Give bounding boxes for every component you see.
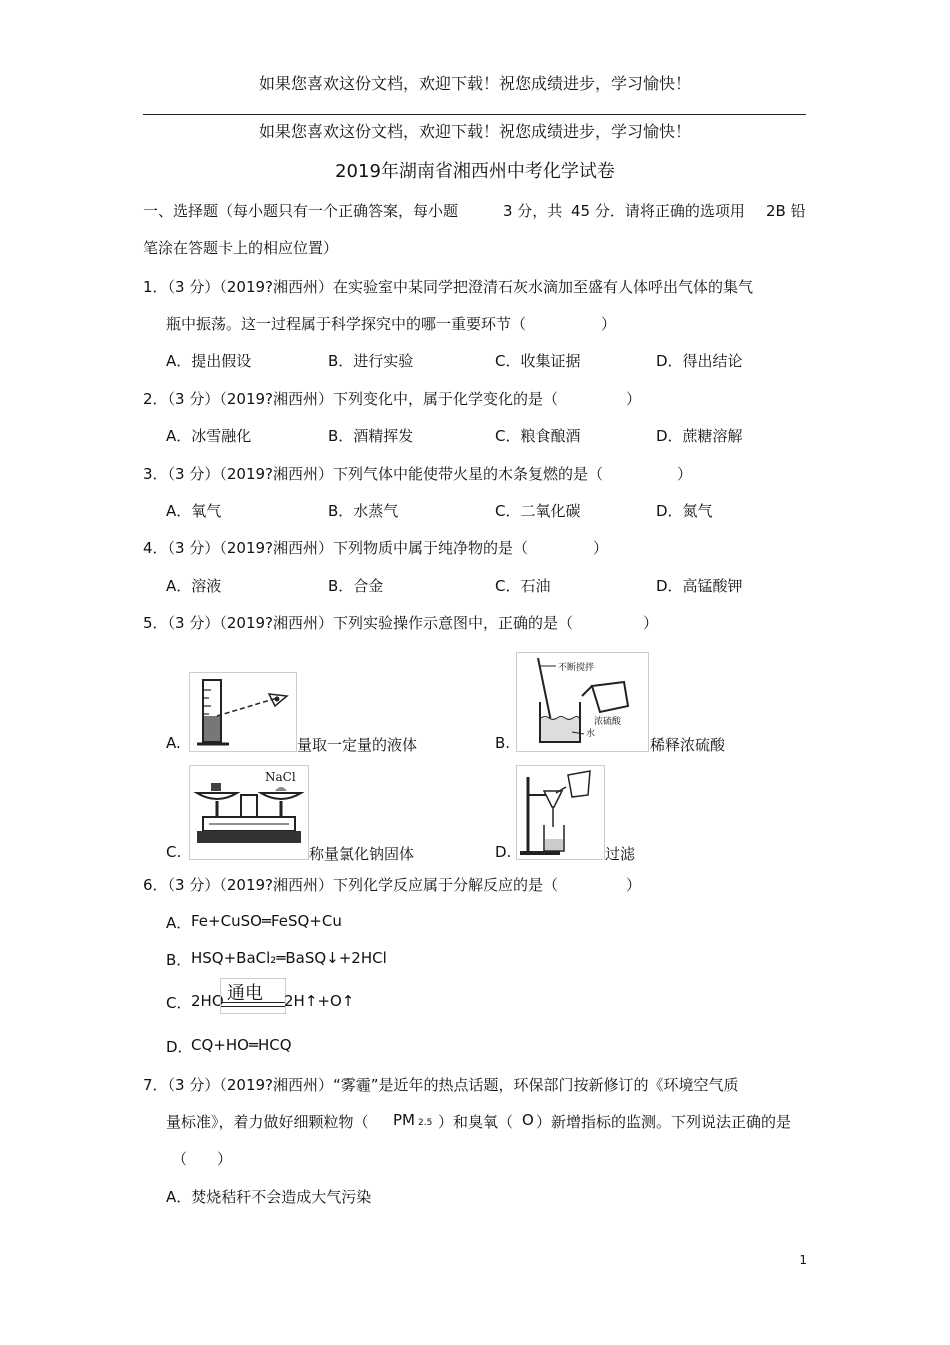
fig-b-label-stir: 不断搅拌 (558, 663, 595, 673)
q6-option-b-equation: HSQ+BaCl₂═BaSQ↓+2HCl (191, 949, 387, 967)
q2-option-a: A．冰雪融化 (166, 427, 252, 445)
question-7-bracket: （ ） (172, 1150, 233, 1168)
q5-option-a-letter: A. (166, 734, 181, 752)
q5-option-b-letter: B. (495, 734, 511, 752)
q6-option-d-equation: CQ+HO═HCQ (191, 1036, 292, 1054)
q7-option-a: A．焚烧秸秆不会造成大气污染 (166, 1188, 372, 1206)
q6-option-c-right: 2H↑+O↑ (284, 992, 355, 1010)
q5-option-d-text: 过滤 (605, 845, 636, 863)
question-7-stem-2f: ）新增指标的监测。下列说法正确的是 (536, 1113, 792, 1131)
section-heading-line2: 笔涂在答题卡上的相应位置） (143, 239, 339, 257)
q4-option-a: A．溶液 (166, 577, 222, 595)
header-divider (143, 114, 806, 115)
q6-option-c-left: 2HO (191, 992, 224, 1010)
question-7-stem-2d: ）和臭氧（ (438, 1113, 514, 1131)
q6-option-c-label: C． (166, 994, 192, 1012)
q6-option-b-label: B． (166, 951, 192, 969)
page-header-2: 如果您喜欢这份文档，欢迎下载！祝您成绩进步，学习愉快！ (258, 122, 691, 141)
question-7-stem: 7．（3 分）（2019?湘西州）“雾霾”是近年的热点话题，环保部门按新修订的《环境空气质 (143, 1076, 739, 1094)
question-5-close: ） (643, 614, 659, 632)
section-text-c: 45 分．请将正确的选项用 (571, 202, 745, 220)
question-4-stem: 4．（3 分）（2019?湘西州）下列物质中属于纯净物的是（ (143, 539, 528, 557)
q1-option-c: C．收集证据 (495, 352, 581, 370)
q4-option-c: C．石油 (495, 577, 551, 595)
q2-option-b: B．酒精挥发 (328, 427, 414, 445)
condition-text: 通电 (227, 983, 263, 1004)
page-number: 1 (799, 1253, 807, 1267)
q3-option-d: D．氮气 (656, 502, 713, 520)
q5-option-d-letter: D. (495, 843, 512, 861)
question-3-stem: 3．（3 分）（2019?湘西州）下列气体中能使带火星的木条复燃的是（ (143, 465, 603, 483)
q1-option-b: B．进行实验 (328, 352, 414, 370)
q1-option-a: A．提出假设 (166, 352, 252, 370)
question-5-stem: 5．（3 分）（2019?湘西州）下列实验操作示意图中，正确的是（ (143, 614, 573, 632)
section-heading (143, 200, 458, 221)
q2-option-d: D．蔗糖溶解 (656, 427, 743, 445)
balance-figure (189, 765, 309, 860)
section-text-b: 3 分，共 (503, 202, 563, 220)
q5-option-c-letter: C. (166, 843, 182, 861)
question-4-close: ） (593, 539, 609, 557)
fig-b-label-acid: 浓硫酸 (594, 717, 622, 727)
section-text-a: 一、选择题（每小题只有一个正确答案，每小题 (143, 202, 459, 220)
question-1-stem: 1．（3 分）（2019?湘西州）在实验室中某同学把澄清石灰水滴加至盛有人体呼出气体的集气 (143, 278, 753, 296)
condition-line-top (221, 1002, 285, 1003)
dilution-figure (516, 652, 649, 752)
q6-option-d-label: D． (166, 1038, 193, 1056)
question-2-close: ） (626, 390, 642, 408)
question-1-close: ） (601, 315, 617, 333)
q4-option-d: D．高锰酸钾 (656, 577, 743, 595)
section-text-d: 2B 铅 (766, 202, 806, 220)
question-3-close: ） (677, 465, 693, 483)
question-6-close: ） (626, 876, 642, 894)
question-7-stem-2a: 量标准》，着力做好细颗粒物（ (166, 1113, 369, 1131)
electrolysis-condition-box (220, 978, 286, 1014)
q2-option-c: C．粮食酿酒 (495, 427, 581, 445)
fig-b-label-water: 水 (586, 729, 596, 739)
q6-option-a-equation: Fe+CuSO═FeSQ+Cu (191, 912, 342, 930)
q3-option-a: A．氧气 (166, 502, 222, 520)
filtration-figure (516, 765, 605, 860)
q6-option-a-label: A． (166, 914, 192, 932)
question-7-pm: PM (393, 1111, 415, 1129)
fig-c-label-nacl: NaCl (265, 770, 296, 784)
q5-option-c-text: 称量氯化钠固体 (309, 845, 415, 863)
question-6-stem: 6．（3 分）（2019?湘西州）下列化学反应属于分解反应的是（ (143, 876, 558, 894)
q3-option-b: B．水蒸气 (328, 502, 399, 520)
page-header-1: 如果您喜欢这份文档，欢迎下载！祝您成绩进步，学习愉快！ (258, 74, 691, 93)
question-7-pm-sub: 2.5 (418, 1118, 433, 1128)
q3-option-c: C．二氧化碳 (495, 502, 581, 520)
q5-option-a-text: 量取一定量的液体 (297, 736, 418, 754)
condition-line-bottom (221, 1006, 285, 1007)
q5-option-b-text: 稀释浓硫酸 (650, 736, 726, 754)
question-1-stem-2: 瓶中振荡。这一过程属于科学探究中的哪一重要环节（ (166, 315, 527, 333)
question-2-stem: 2．（3 分）（2019?湘西州）下列变化中，属于化学变化的是（ (143, 390, 558, 408)
question-7-o3: O (522, 1111, 534, 1129)
exam-title: 2019年湖南省湘西州中考化学试卷 (335, 161, 615, 182)
graduated-cylinder-figure (189, 672, 297, 752)
q1-option-d: D．得出结论 (656, 352, 743, 370)
q4-option-b: B．合金 (328, 577, 384, 595)
